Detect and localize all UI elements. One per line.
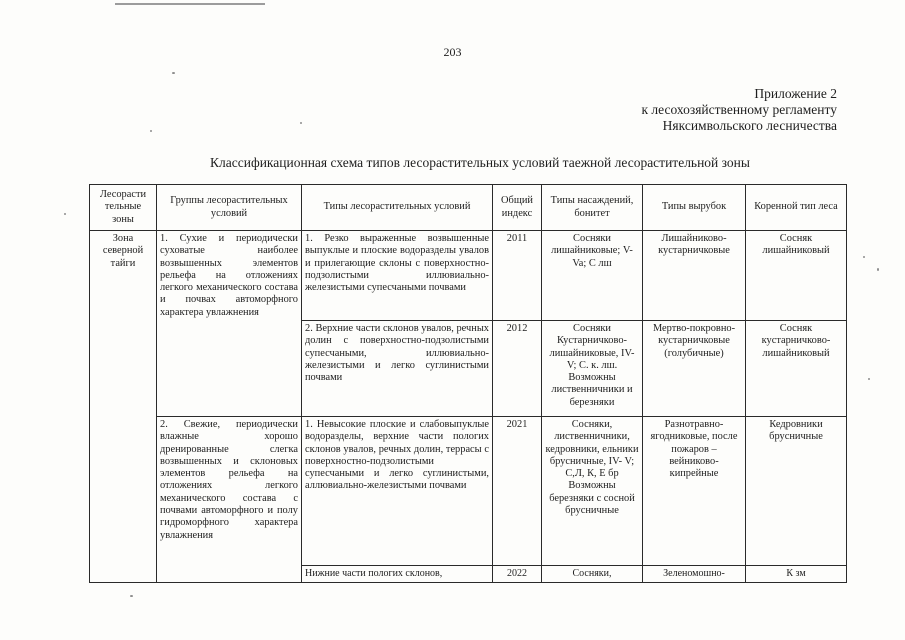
header-condition-type: Типы лесорастительных условий	[302, 185, 493, 231]
clearing-type-cell: Зеленомошно-	[643, 566, 746, 583]
clearing-type-cell: Разнотравно-ягодниковые, после пожаров – вейниково-кипрейные	[643, 417, 746, 566]
index-cell: 2011	[493, 231, 542, 321]
scan-speck	[150, 130, 152, 132]
scan-speck	[172, 72, 175, 74]
native-forest-cell: Сосняк лишайниковый	[746, 231, 847, 321]
document-title: Классификационная схема типов лесорастительных условий таежной лесорастительной зоны	[210, 155, 750, 170]
header-group: Группы лесорастительных условий	[157, 185, 302, 231]
index-cell: 2022	[493, 566, 542, 583]
condition-type-cell: 1. Невысокие плоские и слабовыпуклые водоразделы, верхние части пологих склонов увалов, речных долин, террасы с поверхностно-подзолистыми супесчаными и легко суглинистыми, аллювиально-железистыми почвами	[302, 417, 493, 566]
table-row	[90, 231, 847, 321]
native-forest-cell: Кедровники брусничные	[746, 417, 847, 566]
zone-cell: Зона северной тайги	[90, 231, 157, 583]
scan-speck	[868, 378, 870, 380]
header-clearing-type: Типы вырубок	[643, 185, 746, 231]
scan-speck	[877, 268, 879, 271]
appendix-note	[642, 86, 838, 134]
scan-speck	[863, 256, 865, 258]
scan-speck	[130, 595, 133, 597]
group-cell: 2. Свежие, периодически влажные хорошо дренированные слегка возвышенных и склоновых элементов рельефа на отложениях легкого механического состава с почвами автоморфного и полу гидроморфного характера увлажнения	[157, 417, 302, 583]
clearing-type-cell: Лишайниково-кустарничковые	[643, 231, 746, 321]
header-native-forest: Коренной тип леса	[746, 185, 847, 231]
stand-type-cell: Сосняки Кустарничково-лишайниковые, IV-V; С. к. лш. Возможны лиственничники и березняки	[542, 321, 643, 417]
native-forest-cell: Сосняк кустарничково-лишайниковый	[746, 321, 847, 417]
appendix-line-3: Няксимвольского лесничества	[662, 118, 837, 133]
scan-speck	[300, 122, 302, 124]
condition-type-cell: Нижние части пологих склонов,	[302, 566, 493, 583]
scan-speck	[64, 213, 66, 215]
native-forest-cell: К зм	[746, 566, 847, 583]
group-cell: 1. Сухие и периодически суховатые наиболее возвышенных элементов рельефа на отложениях легкого механического состава и почвах автоморфного характера увлажнения	[157, 231, 302, 417]
stand-type-cell: Сосняки,	[542, 566, 643, 583]
scan-edge-strip	[115, 3, 265, 5]
header-stand-type: Типы насаждений, бонитет	[542, 185, 643, 231]
stand-type-cell: Сосняки лишайниковые; V-Va; С лш	[542, 231, 643, 321]
index-cell: 2012	[493, 321, 542, 417]
clearing-type-cell: Мертво-покровно-кустарничковые (голубичные)	[643, 321, 746, 417]
appendix-line-2: к лесохозяйственному регламенту	[641, 102, 837, 117]
table-row	[90, 417, 847, 566]
appendix-line-1: Приложение 2	[754, 86, 837, 101]
page-number: 203	[443, 45, 462, 59]
header-row	[90, 185, 847, 231]
classification-table	[89, 184, 847, 583]
condition-type-cell: 1. Резко выраженные возвышенные выпуклые и плоские водоразделы увалов и прилегающие склоны с поверхностно-подзолистыми иллювиально-железистыми супесчаными почвами	[302, 231, 493, 321]
header-index: Общий индекс	[493, 185, 542, 231]
stand-type-cell: Сосняки, лиственничники, кедровники, ельники брусничные, IV- V; С,Л, К, Е бр Возможны березняки с сосной брусничные	[542, 417, 643, 566]
index-cell: 2021	[493, 417, 542, 566]
header-zone: Лесорасти тельные зоны	[90, 185, 157, 231]
condition-type-cell: 2. Верхние части склонов увалов, речных долин с поверхностно-подзолистыми супесчаными, иллювиально-железистыми и легко суглинистыми почвами	[302, 321, 493, 417]
